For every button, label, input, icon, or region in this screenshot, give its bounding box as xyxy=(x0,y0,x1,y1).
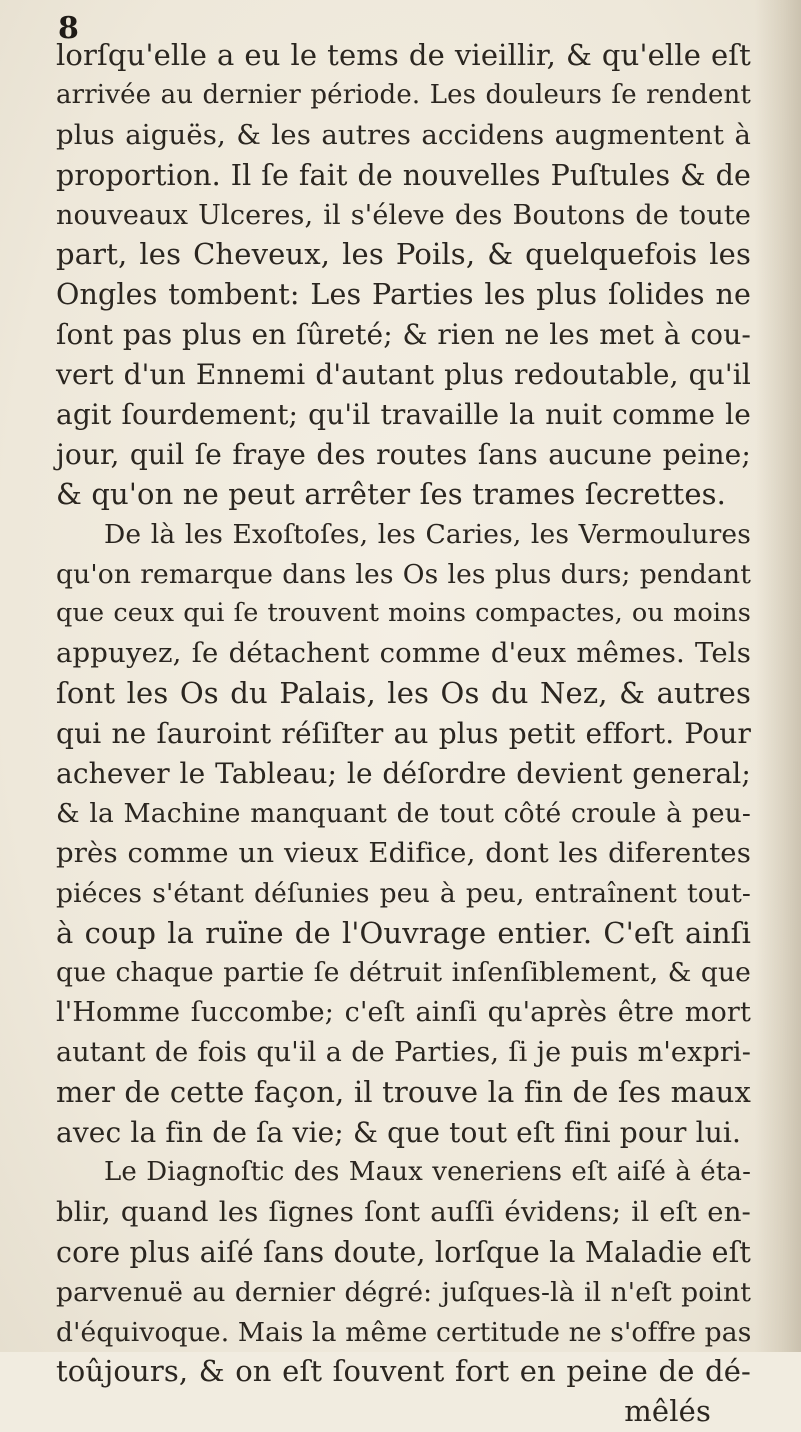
text-line: près comme un vieux Edifice, dont les diferentes xyxy=(56,836,751,869)
text-line: lorſqu'elle a eu le tems de vieillir, & qu'elle eſt xyxy=(56,38,751,72)
text-line: qui ne ſauroint réſiſter au plus petit effort. Pour xyxy=(56,717,751,751)
text-line: piéces s'étant déſunies peu à peu, entraînent tout- xyxy=(56,877,751,909)
text-line: achever le Tableau; le déſordre devient general; xyxy=(56,757,751,791)
body-text xyxy=(56,36,751,1432)
text-line: qu'on remarque dans les Os les plus durs; pendant xyxy=(56,558,751,590)
text-line: mer de cette façon, il trouve la fin de ſes maux xyxy=(56,1075,751,1110)
text-line: proportion. Il ſe fait de nouvelles Puſtules & de xyxy=(56,158,751,192)
text-line: vert d'un Ennemi d'autant plus redoutable, qu'il xyxy=(56,358,751,392)
text-line: nouveaux Ulceres, il s'éleve des Boutons de toute xyxy=(56,199,751,231)
text-line: & qu'on ne peut arrêter ſes trames ſecrettes. xyxy=(56,476,727,511)
text-line: core plus aiſé ſans doute, lorſque la Maladie eſt xyxy=(56,1235,751,1269)
text-line: part, les Cheveux, les Poils, & quelquefois les xyxy=(56,237,751,272)
text-line: parvenuë au dernier dégré: juſques-là il n'eſt point xyxy=(56,1276,751,1308)
text-line: ſont les Os du Palais, les Os du Nez, & autres xyxy=(56,676,751,711)
paragraph-start-line: Le Diagnoſtic des Maux veneriens eſt aiſé à éta- xyxy=(104,1156,751,1187)
text-line: à coup la ruïne de l'Ouvrage entier. C'eſt ainſi xyxy=(56,915,751,950)
text-line: arrivée au dernier période. Les douleurs ſe rendent xyxy=(56,79,751,110)
text-line: ſont pas plus en ſûreté; & rien ne les met à cou- xyxy=(56,318,751,352)
text-line: plus aiguës, & les autres accidens augmentent à xyxy=(56,118,751,151)
text-line: appuyez, ſe détachent comme d'eux mêmes. Tels xyxy=(56,637,751,670)
text-line: blir, quand les ſignes ſont auſſi évidens; il eſt en- xyxy=(56,1195,751,1228)
catchword: mêlés xyxy=(624,1394,711,1429)
text-line: d'équivoque. Mais la même certitude ne s'offre pas xyxy=(56,1316,752,1348)
text-line: l'Homme ſuccombe; c'eſt ainſi qu'après être mort xyxy=(56,997,751,1029)
text-line: jour, quil ſe fraye des routes ſans aucune peine; xyxy=(56,437,751,471)
paragraph-start-line: De là les Exoſtoſes, les Caries, les Vermoulures xyxy=(104,518,751,550)
text-line: Ongles tombent: Les Parties les plus ſolides ne xyxy=(56,278,751,312)
text-line: agit ſourdement; qu'il travaille la nuit comme le xyxy=(56,398,751,432)
text-line: toûjours, & on eſt ſouvent fort en peine de dé- xyxy=(56,1354,751,1389)
text-line: que chaque partie ſe détruit inſenſiblement, & que xyxy=(56,957,751,989)
page-edge-shadow xyxy=(755,0,801,1352)
text-line: & la Machine manquant de tout côté croule à peu- xyxy=(56,797,751,829)
text-line: que ceux qui ſe trouvent moins compactes, ou moins xyxy=(56,598,751,629)
text-line: autant de fois qu'il a de Parties, ſi je puis m'expri- xyxy=(56,1037,751,1069)
page-number: 8 xyxy=(58,11,79,46)
text-line: avec la fin de ſa vie; & que tout eſt fini pour lui. xyxy=(56,1116,742,1150)
